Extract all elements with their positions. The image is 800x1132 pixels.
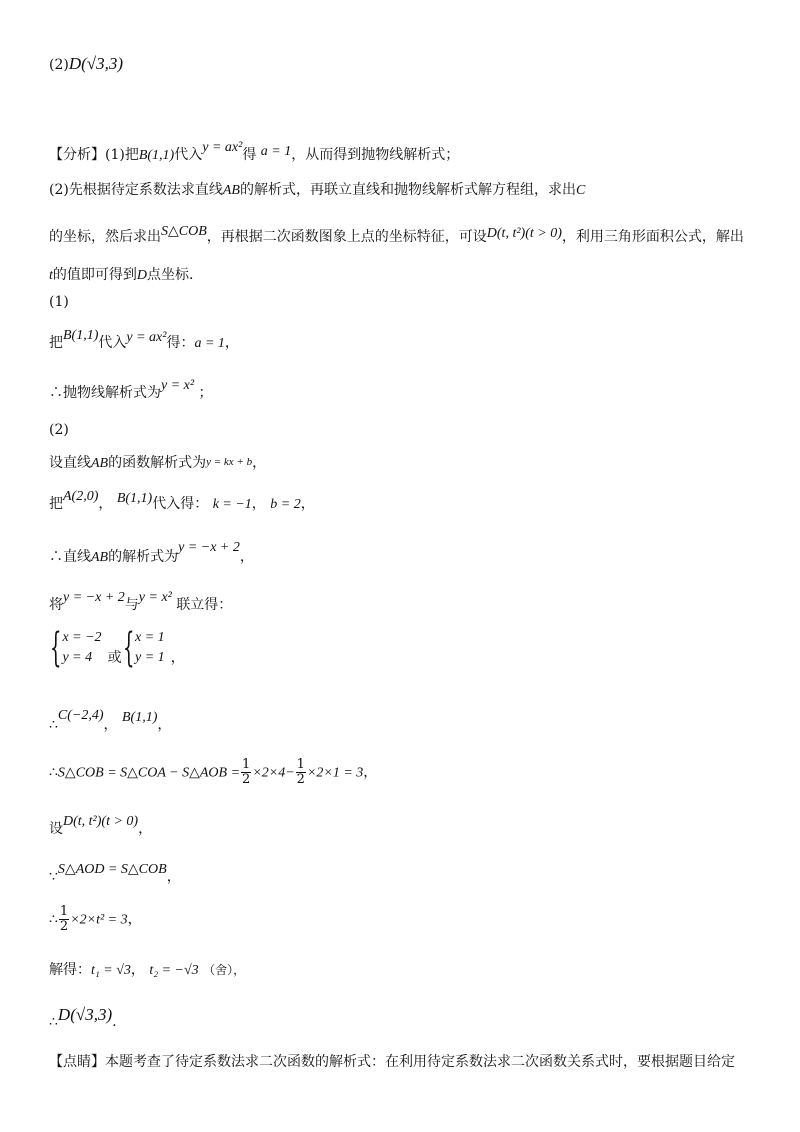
t: 解得： — [49, 962, 91, 978]
t: 与 — [124, 597, 139, 613]
t: 的坐标，然后求出 — [49, 229, 161, 245]
m: B(1,1) — [63, 328, 99, 343]
t: ，利用三角形面积公式，解出 — [561, 229, 744, 245]
sol-line-13 — [49, 1005, 117, 1032]
m: y = −x + 2 — [178, 540, 240, 555]
sol-line-2 — [49, 376, 213, 403]
t: ， — [363, 764, 378, 781]
comment-tag: 【点睛】 — [49, 1054, 105, 1070]
fraction-half — [59, 905, 69, 934]
t: ， — [130, 962, 145, 978]
t: (2)先根据待定系数法求直线 — [49, 182, 223, 198]
fraction-half — [296, 758, 306, 787]
sol-line-9 — [49, 812, 152, 839]
t: 的值即可得到 — [52, 267, 137, 283]
t: ， — [157, 717, 172, 733]
m: y = kx + b — [206, 456, 253, 468]
m: 1 — [296, 757, 305, 772]
t: ， — [98, 496, 113, 512]
t: 或 — [107, 650, 122, 666]
m: t — [49, 268, 53, 283]
t: ∴ — [49, 1014, 58, 1030]
sol-line-7 — [49, 706, 171, 735]
m: AB — [222, 183, 240, 198]
sol-line-4 — [49, 487, 315, 515]
m: 2 — [59, 919, 69, 934]
m: y = ax² — [126, 330, 167, 345]
m: 1 — [242, 757, 251, 772]
sol-line-11 — [49, 905, 142, 934]
t: （舍）， — [203, 963, 246, 977]
left-brace: { — [122, 625, 135, 671]
t: ； — [198, 385, 213, 401]
comment-line — [49, 1052, 735, 1072]
m: D(t, t²)(t > 0) — [63, 814, 139, 829]
answer-d: D(√3,3) — [68, 54, 124, 73]
t: 设直线 — [49, 455, 91, 471]
m: AB — [91, 456, 109, 471]
t: ， — [239, 549, 254, 565]
m: y = x² — [161, 378, 195, 393]
m: y = ax² — [202, 140, 243, 155]
t: ， — [252, 455, 267, 471]
m: B(1,1) — [116, 491, 153, 506]
m: a = 1 — [194, 336, 225, 351]
t: 把 — [49, 335, 63, 351]
t: . — [112, 1014, 117, 1030]
m: b = 2 — [270, 497, 301, 512]
t: 得 — [242, 147, 257, 163]
m: x = 1 — [135, 630, 165, 645]
t: 联立得： — [176, 597, 233, 613]
sol-line-1 — [49, 326, 239, 354]
part-2-label — [49, 420, 69, 440]
t: 点坐标. — [147, 267, 194, 283]
t: ， — [224, 335, 239, 351]
t: ， — [166, 869, 181, 885]
m: C(−2,4) — [57, 708, 104, 723]
analysis-line-3 — [49, 222, 744, 247]
t: 的解析式，再联立直线和抛物线解析式解方程组，求出 — [239, 182, 576, 198]
t: 的解析式为 — [108, 549, 179, 565]
part-1-label — [49, 292, 69, 312]
t: 代入 — [98, 335, 127, 351]
m: t₁ = √3 — [91, 963, 131, 978]
fraction-half — [241, 758, 251, 787]
m: B(1,1) — [121, 710, 158, 725]
t: (1) — [49, 294, 69, 310]
m: ×2×1 = 3 — [306, 765, 364, 781]
system-2 — [135, 628, 165, 668]
t: ， — [127, 911, 142, 928]
t: ，再根据二次函数图象上点的坐标特征，可设 — [206, 229, 487, 245]
sol-line-12 — [49, 960, 245, 981]
m: S△AOD = S△COB — [57, 862, 167, 877]
analysis-line-1 — [49, 138, 459, 166]
m: t₂ = −√3 — [149, 963, 199, 978]
sol-line-6 — [49, 588, 232, 615]
t: ， — [170, 650, 185, 666]
t: ∴ — [49, 764, 58, 781]
m: k = −1 — [212, 497, 252, 512]
m: y = −x + 2 — [63, 590, 125, 605]
m: B(1,1) — [138, 148, 175, 163]
t: ， — [300, 496, 315, 512]
t: 代入得： — [152, 496, 209, 512]
t: (2) — [49, 422, 69, 438]
sol-line-8 — [49, 758, 377, 787]
t: ∴ — [49, 717, 58, 733]
m: x = −2 — [62, 630, 102, 645]
m: y = 4 — [62, 650, 93, 665]
analysis-line-2 — [49, 180, 585, 201]
analysis-line-4 — [49, 265, 193, 286]
t: 得： — [166, 335, 195, 351]
m: 2 — [242, 772, 251, 787]
m: a = 1 — [260, 144, 292, 159]
m: A(2,0) — [63, 489, 99, 504]
m: 2 — [296, 772, 305, 787]
t: 把 — [49, 496, 63, 512]
sol-line-5 — [49, 538, 254, 568]
m: ×2×t² = 3 — [70, 912, 128, 928]
sol-line-10 — [49, 860, 181, 887]
m: C — [575, 183, 586, 198]
m: S△COB = S△COA − S△AOB = — [57, 765, 241, 781]
t: ， — [138, 821, 153, 837]
t: (1)把 — [105, 147, 139, 163]
t: ∴直线 — [49, 549, 91, 565]
m: 1 — [59, 904, 69, 919]
t: 的函数解析式为 — [108, 455, 207, 471]
t: 将 — [49, 597, 63, 613]
sol-line-3 — [49, 452, 266, 474]
label-2: (2) — [49, 57, 69, 73]
m: y = x² — [138, 590, 172, 605]
m: D(t, t²)(t > 0) — [486, 226, 562, 241]
t: 本题考查了待定系数法求二次函数的解析式：在利用待定系数法求二次函数关系式时，要根据题目给定 — [105, 1054, 735, 1070]
t: ∴ — [49, 911, 58, 928]
t: ，从而得到抛物线解析式； — [291, 147, 460, 163]
t: ， — [251, 496, 266, 512]
m: y = 1 — [135, 650, 165, 665]
t: ∴抛物线解析式为 — [49, 385, 161, 401]
m: S△COB — [161, 224, 207, 239]
system-1 — [62, 628, 101, 668]
m: D — [136, 268, 148, 283]
analysis-tag: 【分析】 — [49, 147, 105, 163]
t: ， — [103, 717, 118, 733]
t: 代入 — [174, 147, 203, 163]
equation-systems — [49, 625, 185, 671]
m: AB — [91, 550, 109, 565]
m: ×2×4− — [252, 765, 295, 781]
left-brace: { — [49, 625, 62, 671]
answer-line-2 — [49, 54, 123, 75]
t: ∵ — [49, 869, 58, 885]
m: D(√3,3) — [57, 1005, 113, 1024]
t: 设 — [49, 821, 63, 837]
